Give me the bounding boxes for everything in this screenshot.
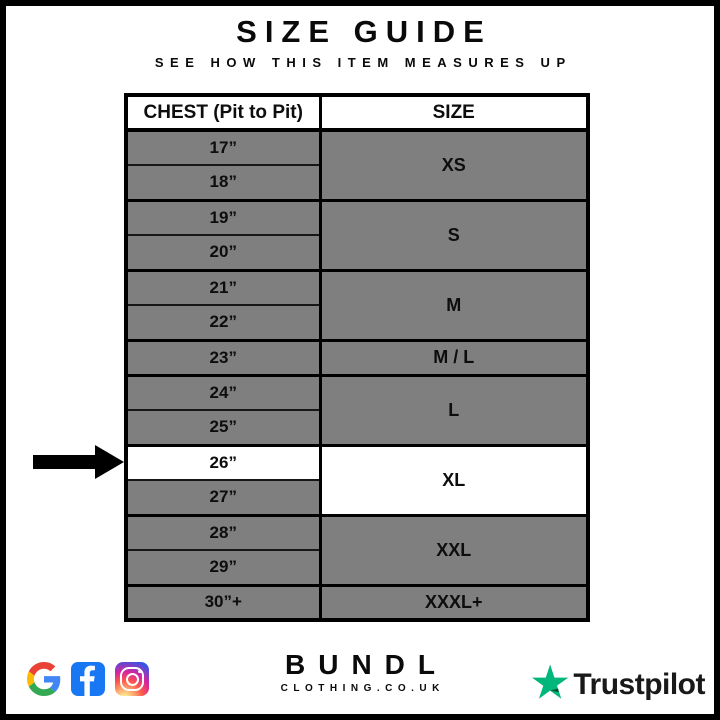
- chest-cell: 20”: [126, 235, 320, 270]
- size-table: [124, 93, 590, 622]
- size-cell-highlighted: XL: [320, 445, 588, 515]
- chest-cell: 27”: [126, 480, 320, 515]
- size-column-header: SIZE: [320, 95, 588, 130]
- trustpilot-logo: [532, 664, 705, 705]
- size-cell: XXXL+: [320, 585, 588, 620]
- size-cell: XS: [320, 130, 588, 200]
- size-cell: S: [320, 200, 588, 270]
- page-subtitle: SEE HOW THIS ITEM MEASURES UP: [154, 55, 572, 70]
- table-row: [126, 340, 588, 375]
- size-cell: XXL: [320, 515, 588, 585]
- chest-cell: 28”: [126, 515, 320, 550]
- brand-domain: CLOTHING.CO.UK: [280, 682, 445, 694]
- table-row: [126, 585, 588, 620]
- chest-cell: 19”: [126, 200, 320, 235]
- size-cell: M: [320, 270, 588, 340]
- highlight-arrow-icon: [33, 444, 125, 479]
- table-row: [126, 130, 588, 165]
- chest-cell-highlighted: 26”: [126, 445, 320, 480]
- chest-cell: 23”: [126, 340, 320, 375]
- chest-cell: 18”: [126, 165, 320, 200]
- chest-cell: 24”: [126, 375, 320, 410]
- chest-cell: 21”: [126, 270, 320, 305]
- table-row: [126, 375, 588, 410]
- page-title: SIZE GUIDE: [236, 14, 492, 49]
- chest-cell: 30”+: [126, 585, 320, 620]
- table-row: [126, 200, 588, 235]
- chest-column-header: CHEST (Pit to Pit): [126, 95, 320, 130]
- trustpilot-star-icon: [532, 664, 569, 705]
- size-cell: L: [320, 375, 588, 445]
- chest-cell: 17”: [126, 130, 320, 165]
- table-header-row: [126, 95, 588, 130]
- table-row: [126, 515, 588, 550]
- brand-name: BUNDL: [285, 649, 448, 680]
- trustpilot-wordmark: Trustpilot: [573, 667, 705, 701]
- chest-cell: 22”: [126, 305, 320, 340]
- chest-cell: 25”: [126, 410, 320, 445]
- chest-cell: 29”: [126, 550, 320, 585]
- table-row: [126, 270, 588, 305]
- table-row-highlighted: [126, 445, 588, 480]
- size-cell: M / L: [320, 340, 588, 375]
